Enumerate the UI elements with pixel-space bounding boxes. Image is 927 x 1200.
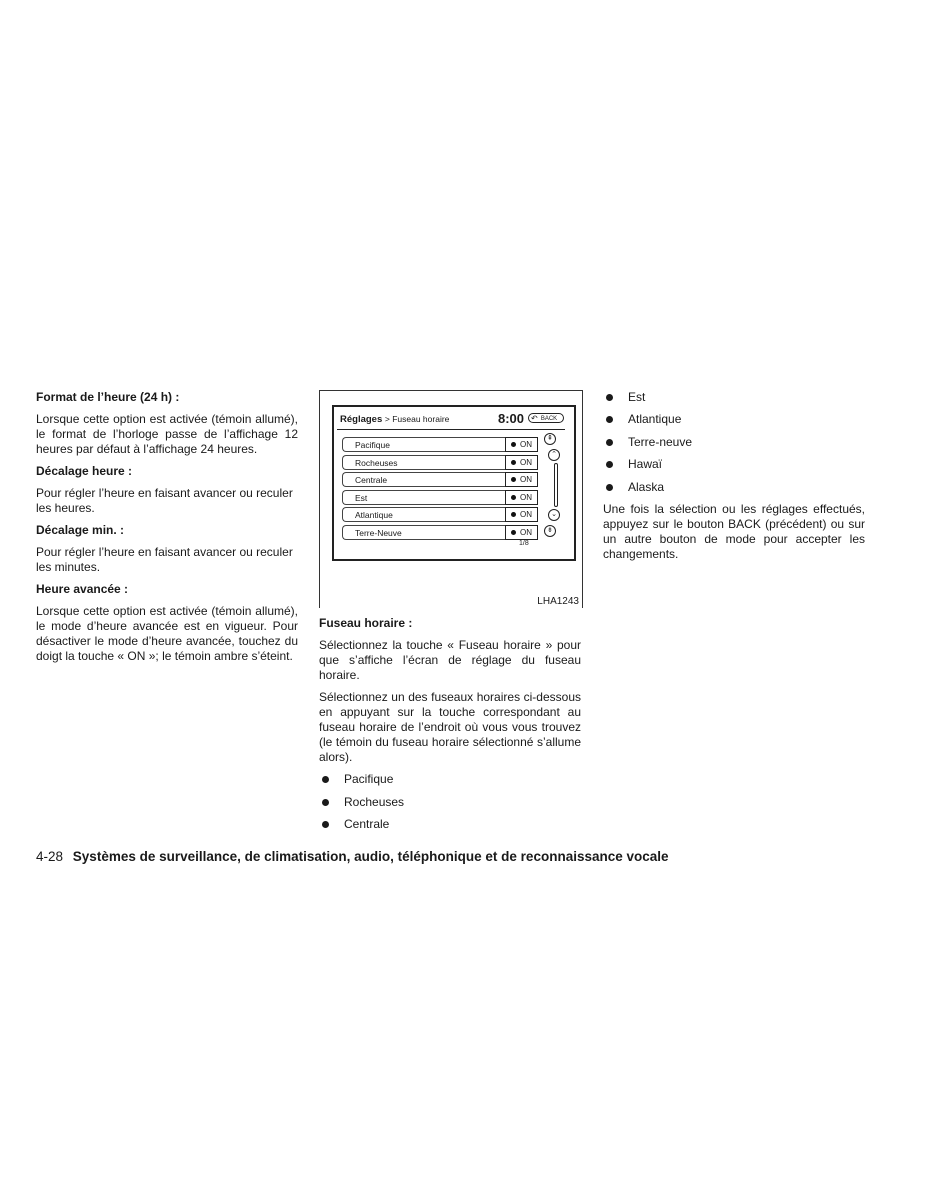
screen-title xyxy=(340,413,449,426)
on-label: ON xyxy=(520,475,532,485)
scroll-down-icon[interactable]: ⌄ xyxy=(548,509,560,521)
bullet-icon xyxy=(606,484,613,491)
paragraph-format-heure: Lorsque cette option est activée (témoin allumé), le format de l’horloge passe de l’affichage 12 heures par défaut à l’affichage 24 heures. xyxy=(36,412,298,456)
bullet-icon xyxy=(322,821,329,828)
list-item-text: Alaska xyxy=(628,479,665,494)
scrollbar-track[interactable] xyxy=(554,463,558,507)
column-right xyxy=(603,390,865,569)
column-left xyxy=(36,390,298,671)
bullet-icon xyxy=(322,799,329,806)
page-indicator: 1/8 xyxy=(519,540,529,547)
scroll-top-icon[interactable]: ⇞ xyxy=(544,433,556,445)
list-item-text: Centrale xyxy=(344,817,390,831)
header-divider xyxy=(337,429,565,430)
heading-heure-avancee: Heure avancée : xyxy=(36,582,129,596)
indicator-dot-icon xyxy=(511,477,516,482)
timezone-row-atlantique[interactable] xyxy=(342,507,538,522)
list-item xyxy=(603,480,865,495)
heading-decalage-heure: Décalage heure : xyxy=(36,464,133,478)
timezone-row-centrale[interactable] xyxy=(342,472,538,487)
paragraph-decalage-min: Pour régler l’heure en faisant avancer ou reculer les minutes. xyxy=(36,545,293,574)
page-footer xyxy=(36,849,669,865)
indicator-dot-icon xyxy=(511,512,516,517)
figure-id: LHA1243 xyxy=(537,596,579,607)
bullet-icon xyxy=(606,416,613,423)
indicator-dot-icon xyxy=(511,442,516,447)
timezone-row-terre-neuve[interactable] xyxy=(342,525,538,540)
paragraph-back-button: Une fois la sélection ou les réglages effectués, appuyez sur le bouton BACK (précédent) ou sur un autre bouton de mode pour accepter les changements. xyxy=(603,501,865,561)
timezone-bullet-list-1 xyxy=(319,772,581,832)
paragraph-fuseau-1: Sélectionnez la touche « Fuseau horaire » pour que s’affiche l’écran de réglage du fuseau horaire. xyxy=(319,638,581,682)
list-item xyxy=(319,795,581,810)
bullet-icon xyxy=(322,776,329,783)
back-button[interactable] xyxy=(528,413,564,423)
on-toggle[interactable] xyxy=(505,507,538,522)
timezone-label: Terre-Neuve xyxy=(355,527,402,538)
list-item-text: Pacifique xyxy=(344,772,394,786)
bullet-icon xyxy=(606,394,613,401)
timezone-row-rocheuses[interactable] xyxy=(342,455,538,470)
screen-header xyxy=(340,413,566,427)
list-item xyxy=(603,457,865,472)
timezone-label: Atlantique xyxy=(355,510,393,521)
paragraph-heure-avancee: Lorsque cette option est activée (témoin allumé), le mode d’heure avancée est en vigueur. Pour désactiver le mode d’heure avancée, touchez du doigt la touche « ON »; le témoin ambre s’éteint. xyxy=(36,604,298,663)
heading-fuseau-horaire: Fuseau horaire : xyxy=(319,616,413,630)
timezone-label: Pacifique xyxy=(355,440,390,450)
timezone-label: Est xyxy=(355,492,368,503)
list-item-text: Rocheuses xyxy=(344,794,405,809)
scroll-bottom-icon[interactable]: ⇟ xyxy=(544,525,556,537)
screen-title-main: Réglages xyxy=(340,414,383,425)
page-number: 4-28 xyxy=(36,849,64,864)
list-item xyxy=(319,817,581,832)
on-toggle[interactable] xyxy=(505,437,538,452)
display-screen xyxy=(332,405,576,561)
figure-screen-illustration xyxy=(319,390,583,608)
list-item xyxy=(603,435,865,450)
back-button-label: BACK xyxy=(540,416,558,422)
timezone-label: Centrale xyxy=(355,475,388,486)
indicator-dot-icon xyxy=(511,530,516,535)
timezone-label: Rocheuses xyxy=(355,457,398,468)
indicator-dot-icon xyxy=(511,460,516,465)
on-label: ON xyxy=(520,527,532,537)
back-arrow-icon: ↶ xyxy=(531,414,538,423)
on-label: ON xyxy=(520,510,532,520)
column-middle xyxy=(319,390,581,840)
screen-breadcrumb: > Fuseau horaire xyxy=(384,414,450,424)
list-item-text: Hawaï xyxy=(628,457,663,472)
screen-clock: 8:00 xyxy=(498,411,525,426)
list-item xyxy=(603,390,865,405)
list-item-text: Terre-neuve xyxy=(628,434,693,449)
on-label: ON xyxy=(520,492,532,502)
list-item xyxy=(319,772,581,787)
indicator-dot-icon xyxy=(511,495,516,500)
on-label: ON xyxy=(520,440,532,449)
on-toggle[interactable] xyxy=(505,525,538,540)
list-item-text: Est xyxy=(628,390,646,404)
paragraph-decalage-heure: Pour régler l’heure en faisant avancer ou reculer les heures. xyxy=(36,486,293,515)
timezone-list xyxy=(342,437,538,543)
heading-format-heure: Format de l’heure (24 h) : xyxy=(36,390,180,404)
on-toggle[interactable] xyxy=(505,472,538,487)
list-item xyxy=(603,412,865,427)
bullet-icon xyxy=(606,439,613,446)
timezone-row-est[interactable] xyxy=(342,490,538,505)
on-label: ON xyxy=(520,457,532,467)
timezone-row-pacifique[interactable] xyxy=(342,437,538,452)
chapter-title: Systèmes de surveillance, de climatisation, audio, téléphonique et de reconnaissance vocale xyxy=(72,849,669,864)
paragraph-fuseau-2: Sélectionnez un des fuseaux horaires ci-dessous en appuyant sur la touche correspondant au fuseau horaire de l’endroit où vous vous trouvez (le témoin du fuseau horaire sélectionné s’allume alors). xyxy=(319,690,581,764)
bullet-icon xyxy=(606,461,613,468)
list-item-text: Atlantique xyxy=(628,412,682,427)
heading-decalage-min: Décalage min. : xyxy=(36,523,125,537)
timezone-bullet-list-2 xyxy=(603,390,865,495)
on-toggle[interactable] xyxy=(505,490,538,505)
on-toggle[interactable] xyxy=(505,455,538,470)
scroll-up-icon[interactable]: ⌃ xyxy=(548,449,560,461)
